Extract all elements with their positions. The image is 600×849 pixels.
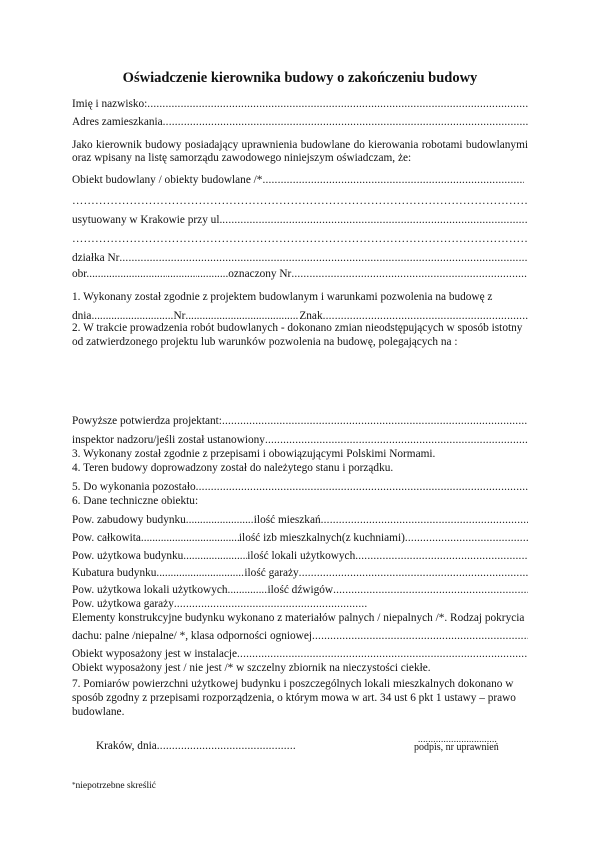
tech-row[interactable]: Pow. użytkowa budynku ..... ilość lokali użytkowych ..... (72, 549, 528, 563)
section-2-text: 2. W trakcie prowadzenia robót budowlanych - dokonano zmian nieodstępujących w sposób istotny od zatwierdzonego projektu lub warunków pozwolenia na budowę, polegających na : (72, 322, 523, 348)
plot-field[interactable]: działka Nr ..... (72, 251, 528, 265)
section-1-text: 1. Wykonany został zgodnie z projektem budowlanym i warunkami pozwolenia na budowę z (72, 291, 493, 303)
inspector-field[interactable]: inspektor nadzoru/jeśli został ustanowiony ..... (72, 433, 528, 447)
tech-row[interactable]: Pow. użytkowa lokali użytkowych ..... ilość dźwigów ..... (72, 583, 528, 597)
name-field[interactable]: Imię i nazwisko: ..... (72, 97, 528, 111)
garage-area-field[interactable]: Pow. użytkowa garaży ..... (72, 597, 368, 611)
obr-field[interactable]: obr. ..... ..... ..... oznaczony Nr ..... (72, 267, 528, 281)
signature-label: podpis, nr uprawnień (414, 742, 499, 753)
installations-field[interactable]: Obiekt wyposażony jest w instalacje ..... (72, 647, 528, 661)
elements-text: Elementy konstrukcyjne budynku wykonano z materiałów palnych / niepalnych /*. Rodzaj pokrycia (72, 612, 525, 624)
section-6-title: 6. Dane techniczne obiektu: (72, 495, 199, 507)
address-field[interactable]: Adres zamieszkania ..... (72, 115, 528, 129)
street-field[interactable]: usytuowany w Krakowie przy ul. ..... (72, 213, 528, 227)
permit-fields[interactable]: dnia ..... Nr ..... Znak ..... (72, 309, 528, 323)
section-4-text: 4. Teren budowy doprowadzony został do należytego stanu i porządku. (72, 462, 394, 474)
designer-field[interactable]: Powyższe potwierdza projektant: ..... (72, 414, 528, 428)
roof-field[interactable]: dachu: palne /niepalne/ *, klasa odporności ogniowej ..... (72, 629, 528, 643)
section-3-text: 3. Wykonany został zgodnie z przepisami i obowiązującymi Polskimi Normami. (72, 448, 436, 460)
footnote: *niepotrzebne skreślić (72, 781, 156, 791)
intro-text: Jako kierownik budowy posiadający uprawnienia budowlane do kierowania robotami budowlanymi oraz wpisany na listę samorządu zawodowego niniejszym oświadczam, że: (72, 139, 528, 164)
object-field-continued[interactable] (72, 194, 528, 208)
page-title: Oświadczenie kierownika budowy o zakończeniu budowy (122, 70, 478, 86)
tech-row[interactable]: Kubatura budynku ..... ilość garaży ..... (72, 566, 528, 580)
street-field-continued[interactable] (72, 232, 528, 246)
section-7-text: 7. Pomiarów powierzchni użytkowej budynku i poszczególnych lokali mieszkalnych dokonano w sposób zgodny z przepisami rozporządzenia, o którym mowa w art. 34 ust 6 pkt 1 ustawy – prawo budowlane. (72, 678, 516, 718)
signature-line[interactable]: ............................... (418, 734, 498, 744)
remaining-work-field[interactable]: 5. Do wykonania pozostało ..... (72, 480, 528, 494)
tech-row[interactable]: Pow. zabudowy budynku ..... ilość mieszkań ..... (72, 513, 528, 527)
place-date-field[interactable]: Kraków, dnia ..... (96, 739, 296, 753)
tank-text: Obiekt wyposażony jest / nie jest /* w szczelny zbiornik na nieczystości ciekłe. (72, 662, 431, 674)
object-field[interactable]: Obiekt budowlany / obiekty budowlane /* ..... (72, 173, 524, 187)
tech-row[interactable]: Pow. całkowita ..... ilość izb mieszkalnych(z kuchniami) ..... (72, 531, 528, 545)
